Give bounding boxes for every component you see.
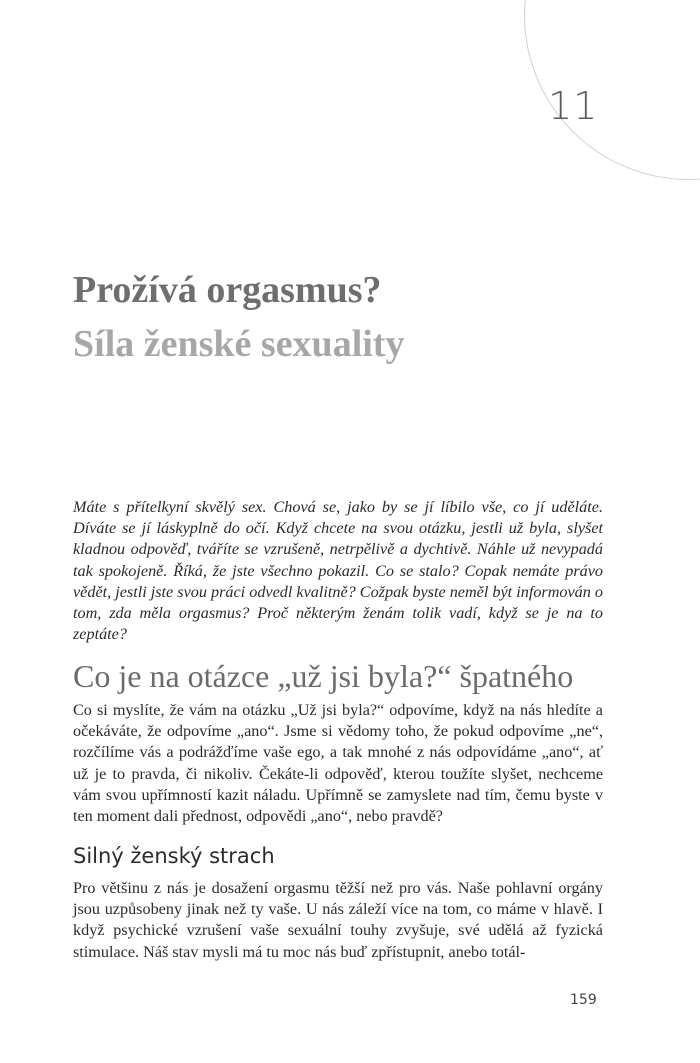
- body-paragraph: Co si myslíte, že vám na otázku „Už jsi byla?“ odpovíme, když na nás hledíte a očekáváte, že odpovíme „ano“. Jsme si vědomy toho, že pokud odpovíme „ne“, rozčílíme vás a podrážďíme vaše ego, a tak mnohé z nás odpovídáme „ano“, ať už je to pravda, či nikoliv. Čekáte-li odpověď, kterou toužíte slyšet, nechceme vám svou upřímností kazit náladu. Upřímně se zamyslete nad tím, čemu byste v ten moment dali přednost, odpovědi „ano“, nebo pravdě?: [73, 701, 603, 826]
- section-heading: Co je na otázce „už jsi byla?“ špatného: [73, 658, 574, 694]
- page-number: 159: [570, 992, 597, 1008]
- intro-paragraph: Máte s přítelkyní skvělý sex. Chová se, jako by se jí líbilo vše, co jí uděláte. Díváte se jí láskyplně do očí. Když chcete na svou otázku, jestli už byla, slyšet kladnou odpověď, tváříte se vzrušeně, netrpělivě a dychtivě. Náhle už nevypadá tak spokojeně. Říká, že jste všechno pokazil. Co se stalo? Copak nemáte právo vědět, jestli jste svou práci odvedl kvalitně? Cožpak byste neměl být informován o tom, zda měla orgasmus? Proč některým ženám tolik vadí, když se je na to zeptáte?: [73, 498, 604, 644]
- chapter-subtitle: Síla ženské sexuality: [73, 323, 405, 365]
- body-paragraph: Pro většinu z nás je dosažení orgasmu těžší než pro vás. Naše pohlavní orgány jsou uzpůsobeny jinak než ty vaše. U nás záleží více na tom, co máme v hlavě. I když psychické vzrušení vaše sexuální touhy zvyšuje, své udělá až fyzická stimulace. Náš stav mysli má tu moc nás buď zpřístupnit, anebo totál-: [73, 879, 603, 961]
- chapter-title: Prožívá orgasmus?: [73, 269, 382, 311]
- chapter-number: 11: [548, 84, 599, 128]
- subsection-heading: Silný ženský strach: [73, 844, 275, 868]
